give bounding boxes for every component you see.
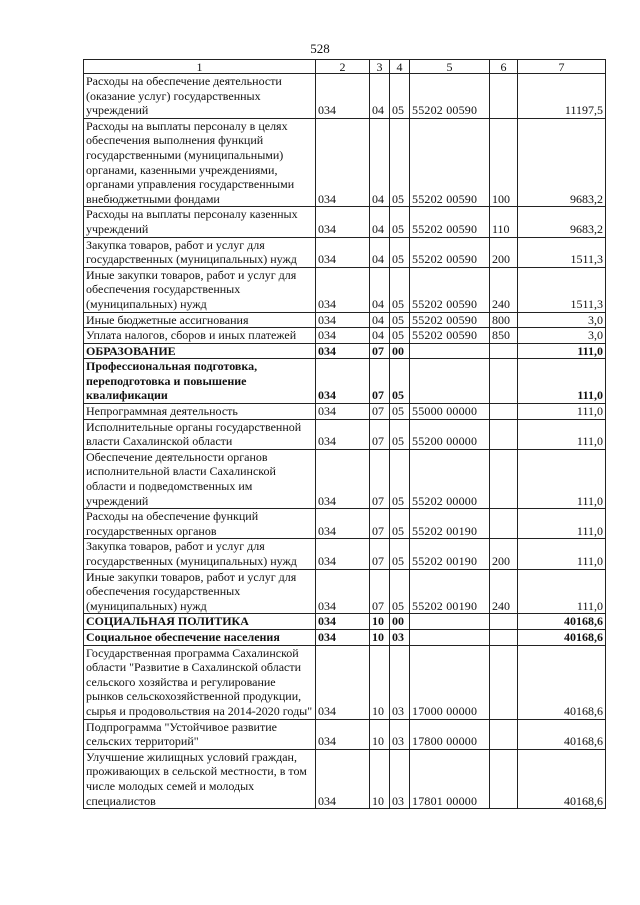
department-code: 034 bbox=[316, 449, 370, 508]
target-article-code: 55202 00190 bbox=[410, 569, 490, 614]
subsection-code: 00 bbox=[390, 614, 410, 630]
amount: 3,0 bbox=[518, 328, 606, 344]
section-code: 04 bbox=[370, 207, 390, 237]
amount: 111,0 bbox=[518, 569, 606, 614]
item-name: Расходы на выплаты персоналу в целях обеспечения выполнения функций государственными (муниципальными) органами, казенными учреждениями, органами управления государственными внебюджетными фондами bbox=[84, 118, 316, 207]
subsection-code: 03 bbox=[390, 645, 410, 719]
table-row bbox=[84, 749, 606, 808]
table-row bbox=[84, 118, 606, 207]
item-name: Государственная программа Сахалинской области "Развитие в Сахалинской области сельского хозяйства и регулирование рынков сельскохозяйственной продукции, сырья и продовольствия на 2014-2020 годы" bbox=[84, 645, 316, 719]
target-article-code: 55202 00590 bbox=[410, 328, 490, 344]
header-row bbox=[84, 60, 606, 74]
subsection-code: 05 bbox=[390, 207, 410, 237]
amount: 40168,6 bbox=[518, 749, 606, 808]
item-name: Профессиональная подготовка, переподготовка и повышение квалификации bbox=[84, 359, 316, 404]
column-header: 7 bbox=[518, 60, 606, 74]
amount: 40168,6 bbox=[518, 645, 606, 719]
amount: 111,0 bbox=[518, 419, 606, 449]
target-article-code: 55000 00000 bbox=[410, 404, 490, 420]
target-article-code bbox=[410, 629, 490, 645]
table-row bbox=[84, 207, 606, 237]
section-code: 07 bbox=[370, 404, 390, 420]
amount: 40168,6 bbox=[518, 719, 606, 749]
item-name: Иные бюджетные ассигнования bbox=[84, 312, 316, 328]
subsection-code: 05 bbox=[390, 267, 410, 312]
page-number: 528 bbox=[310, 41, 330, 56]
amount: 11197,5 bbox=[518, 74, 606, 119]
section-code: 07 bbox=[370, 509, 390, 539]
subsection-code: 05 bbox=[390, 449, 410, 508]
amount: 111,0 bbox=[518, 343, 606, 359]
subsection-code: 05 bbox=[390, 74, 410, 119]
item-name: Уплата налогов, сборов и иных платежей bbox=[84, 328, 316, 344]
expense-type-code: 200 bbox=[490, 539, 518, 569]
expense-type-code bbox=[490, 645, 518, 719]
table-row bbox=[84, 328, 606, 344]
subsection-code: 05 bbox=[390, 569, 410, 614]
department-code: 034 bbox=[316, 614, 370, 630]
table-row bbox=[84, 509, 606, 539]
item-name: СОЦИАЛЬНАЯ ПОЛИТИКА bbox=[84, 614, 316, 630]
department-code: 034 bbox=[316, 118, 370, 207]
expense-type-code bbox=[490, 629, 518, 645]
expense-type-code bbox=[490, 404, 518, 420]
subsection-code: 05 bbox=[390, 328, 410, 344]
item-name: Улучшение жилищных условий граждан, проживающих в сельской местности, в том числе молодых семей и молодых специалистов bbox=[84, 749, 316, 808]
item-name: Непрограммная деятельность bbox=[84, 404, 316, 420]
expense-type-code bbox=[490, 419, 518, 449]
amount: 40168,6 bbox=[518, 614, 606, 630]
target-article-code: 55202 00190 bbox=[410, 539, 490, 569]
expense-type-code: 850 bbox=[490, 328, 518, 344]
target-article-code: 55200 00000 bbox=[410, 419, 490, 449]
expense-type-code: 100 bbox=[490, 118, 518, 207]
table-row bbox=[84, 719, 606, 749]
item-name: ОБРАЗОВАНИЕ bbox=[84, 343, 316, 359]
column-header: 1 bbox=[84, 60, 316, 74]
item-name: Социальное обеспечение населения bbox=[84, 629, 316, 645]
table-row bbox=[84, 343, 606, 359]
expense-type-code bbox=[490, 449, 518, 508]
target-article-code: 17801 00000 bbox=[410, 749, 490, 808]
target-article-code bbox=[410, 359, 490, 404]
target-article-code: 55202 00590 bbox=[410, 237, 490, 267]
target-article-code: 55202 00590 bbox=[410, 207, 490, 237]
table-row bbox=[84, 629, 606, 645]
department-code: 034 bbox=[316, 267, 370, 312]
expense-type-code bbox=[490, 359, 518, 404]
department-code: 034 bbox=[316, 539, 370, 569]
amount: 111,0 bbox=[518, 359, 606, 404]
amount: 9683,2 bbox=[518, 207, 606, 237]
table-row bbox=[84, 404, 606, 420]
item-name: Расходы на обеспечение функций государственных органов bbox=[84, 509, 316, 539]
expense-type-code: 240 bbox=[490, 569, 518, 614]
section-code: 07 bbox=[370, 569, 390, 614]
subsection-code: 05 bbox=[390, 359, 410, 404]
expense-type-code: 110 bbox=[490, 207, 518, 237]
section-code: 10 bbox=[370, 719, 390, 749]
item-name: Иные закупки товаров, работ и услуг для обеспечения государственных (муниципальных) нужд bbox=[84, 569, 316, 614]
expense-type-code bbox=[490, 74, 518, 119]
amount: 1511,3 bbox=[518, 237, 606, 267]
subsection-code: 05 bbox=[390, 118, 410, 207]
department-code: 034 bbox=[316, 359, 370, 404]
section-code: 04 bbox=[370, 74, 390, 119]
column-header: 6 bbox=[490, 60, 518, 74]
subsection-code: 05 bbox=[390, 312, 410, 328]
department-code: 034 bbox=[316, 509, 370, 539]
department-code: 034 bbox=[316, 343, 370, 359]
table-row bbox=[84, 74, 606, 119]
budget-table bbox=[83, 59, 606, 809]
subsection-code: 05 bbox=[390, 539, 410, 569]
expense-type-code: 240 bbox=[490, 267, 518, 312]
amount: 111,0 bbox=[518, 509, 606, 539]
amount: 1511,3 bbox=[518, 267, 606, 312]
section-code: 10 bbox=[370, 629, 390, 645]
section-code: 10 bbox=[370, 645, 390, 719]
table-row bbox=[84, 539, 606, 569]
department-code: 034 bbox=[316, 74, 370, 119]
department-code: 034 bbox=[316, 719, 370, 749]
subsection-code: 05 bbox=[390, 404, 410, 420]
expense-type-code: 800 bbox=[490, 312, 518, 328]
item-name: Иные закупки товаров, работ и услуг для обеспечения государственных (муниципальных) нужд bbox=[84, 267, 316, 312]
section-code: 10 bbox=[370, 614, 390, 630]
item-name: Обеспечение деятельности органов исполнительной власти Сахалинской области и подведомственных им учреждений bbox=[84, 449, 316, 508]
column-header: 2 bbox=[316, 60, 370, 74]
expense-type-code bbox=[490, 749, 518, 808]
amount: 3,0 bbox=[518, 312, 606, 328]
item-name: Расходы на выплаты персоналу казенных учреждений bbox=[84, 207, 316, 237]
target-article-code: 17800 00000 bbox=[410, 719, 490, 749]
subsection-code: 03 bbox=[390, 719, 410, 749]
column-header: 3 bbox=[370, 60, 390, 74]
expense-type-code bbox=[490, 509, 518, 539]
section-code: 04 bbox=[370, 118, 390, 207]
department-code: 034 bbox=[316, 312, 370, 328]
department-code: 034 bbox=[316, 328, 370, 344]
table-row bbox=[84, 645, 606, 719]
section-code: 07 bbox=[370, 343, 390, 359]
table-row bbox=[84, 569, 606, 614]
expense-type-code: 200 bbox=[490, 237, 518, 267]
section-code: 04 bbox=[370, 237, 390, 267]
item-name: Закупка товаров, работ и услуг для государственных (муниципальных) нужд bbox=[84, 539, 316, 569]
subsection-code: 05 bbox=[390, 237, 410, 267]
expense-type-code bbox=[490, 719, 518, 749]
table-row bbox=[84, 267, 606, 312]
subsection-code: 05 bbox=[390, 419, 410, 449]
target-article-code: 55202 00000 bbox=[410, 449, 490, 508]
target-article-code: 55202 00590 bbox=[410, 312, 490, 328]
section-code: 04 bbox=[370, 267, 390, 312]
column-header: 5 bbox=[410, 60, 490, 74]
amount: 9683,2 bbox=[518, 118, 606, 207]
department-code: 034 bbox=[316, 404, 370, 420]
expense-type-code bbox=[490, 343, 518, 359]
section-code: 07 bbox=[370, 419, 390, 449]
amount: 40168,6 bbox=[518, 629, 606, 645]
table-row bbox=[84, 449, 606, 508]
item-name: Исполнительные органы государственной власти Сахалинской области bbox=[84, 419, 316, 449]
department-code: 034 bbox=[316, 569, 370, 614]
target-article-code: 55202 00190 bbox=[410, 509, 490, 539]
section-code: 04 bbox=[370, 312, 390, 328]
table-row bbox=[84, 419, 606, 449]
target-article-code bbox=[410, 343, 490, 359]
amount: 111,0 bbox=[518, 404, 606, 420]
item-name: Закупка товаров, работ и услуг для государственных (муниципальных) нужд bbox=[84, 237, 316, 267]
target-article-code: 55202 00590 bbox=[410, 267, 490, 312]
table-row bbox=[84, 312, 606, 328]
target-article-code: 55202 00590 bbox=[410, 74, 490, 119]
target-article-code: 55202 00590 bbox=[410, 118, 490, 207]
department-code: 034 bbox=[316, 629, 370, 645]
department-code: 034 bbox=[316, 645, 370, 719]
column-header: 4 bbox=[390, 60, 410, 74]
table-row bbox=[84, 614, 606, 630]
expense-type-code bbox=[490, 614, 518, 630]
department-code: 034 bbox=[316, 237, 370, 267]
target-article-code: 17000 00000 bbox=[410, 645, 490, 719]
section-code: 07 bbox=[370, 539, 390, 569]
table-row bbox=[84, 359, 606, 404]
subsection-code: 05 bbox=[390, 509, 410, 539]
amount: 111,0 bbox=[518, 449, 606, 508]
subsection-code: 00 bbox=[390, 343, 410, 359]
item-name: Расходы на обеспечение деятельности (оказание услуг) государственных учреждений bbox=[84, 74, 316, 119]
amount: 111,0 bbox=[518, 539, 606, 569]
subsection-code: 03 bbox=[390, 749, 410, 808]
department-code: 034 bbox=[316, 749, 370, 808]
item-name: Подпрограмма "Устойчивое развитие сельских территорий" bbox=[84, 719, 316, 749]
target-article-code bbox=[410, 614, 490, 630]
table-row bbox=[84, 237, 606, 267]
section-code: 04 bbox=[370, 328, 390, 344]
section-code: 10 bbox=[370, 749, 390, 808]
subsection-code: 03 bbox=[390, 629, 410, 645]
department-code: 034 bbox=[316, 207, 370, 237]
section-code: 07 bbox=[370, 449, 390, 508]
section-code: 07 bbox=[370, 359, 390, 404]
department-code: 034 bbox=[316, 419, 370, 449]
